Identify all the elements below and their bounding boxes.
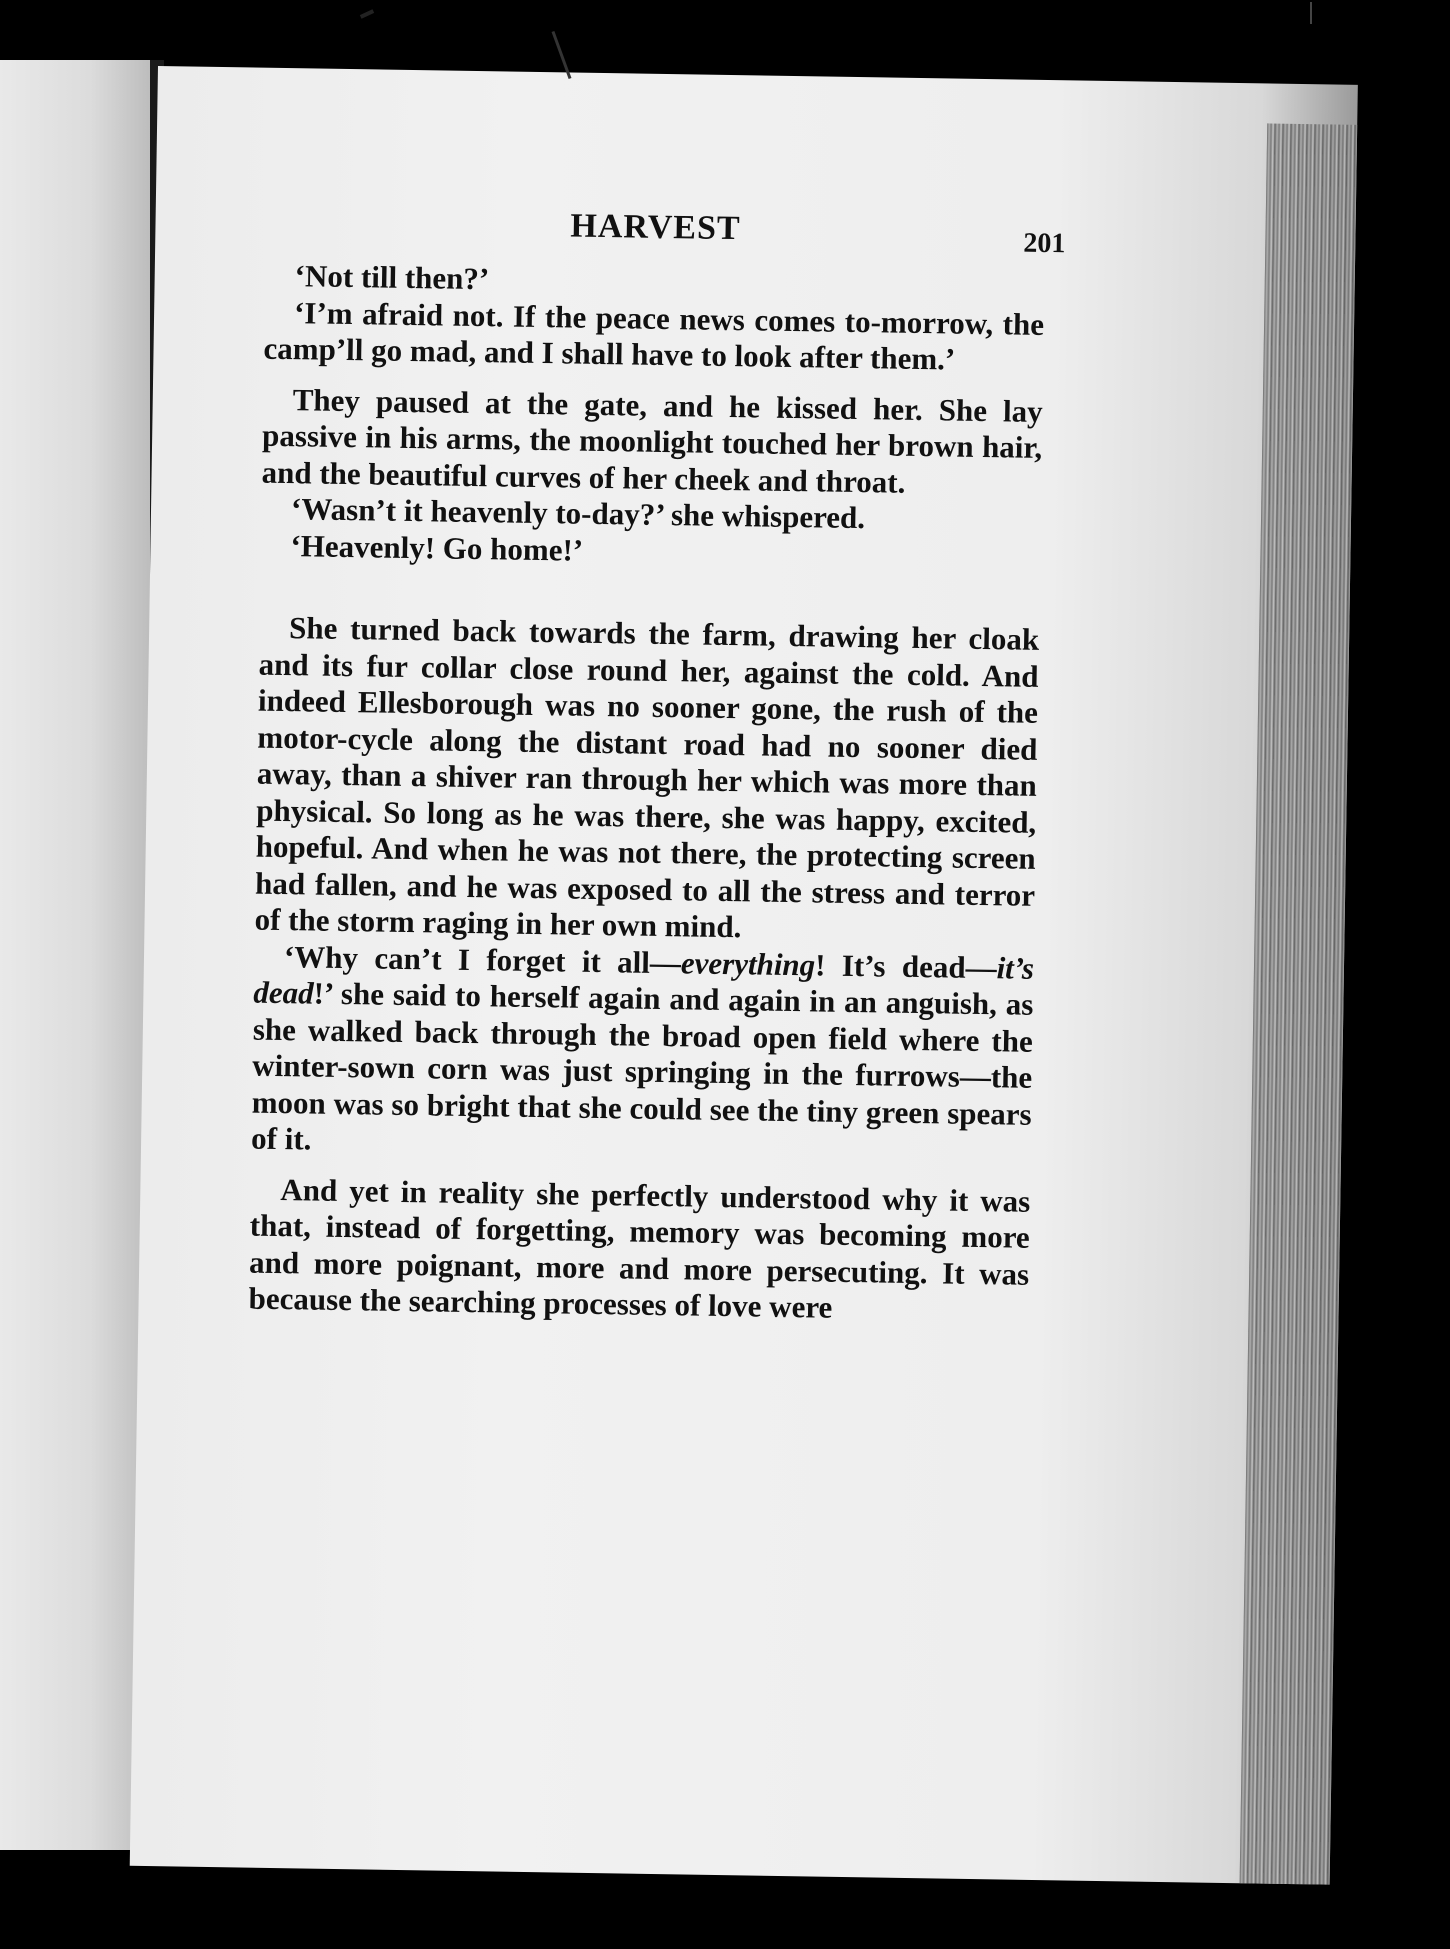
emphasis-its-dead: it’s dead — [253, 949, 1035, 1011]
emphasis-everything: everything — [680, 944, 816, 982]
paragraph: They paused at the gate, and he kissed her. She lay passive in his arms, the moonlight touched her brown hair, and the beautiful curves of her cheek and throat. — [261, 381, 1043, 500]
paragraph-why-tail: !’ she said to herself again and again in an anguish, as she walked back through the broad open field where the winter-sown corn was just springing in the furrows—the moon was so bright that she could see the tiny green spears of it. — [250, 975, 1034, 1157]
paragraph: She turned back towards the farm, drawing her cloak and its fur collar close round her, against the cold. And indeed Ellesborough was no sooner gone, the rush of the motor-cycle along the distant road had no sooner died away, than a shiver ran through her which was more than physical. So long as he was there, she was happy, excited, hopeful. And when he was not there, the protecting screen had fallen, and he was exposed to all the stress and terror of the storm raging in her own mind. — [254, 610, 1040, 945]
paragraph: ‘Not till then?’ — [294, 258, 490, 297]
paragraph-why-mid: ! It’s dead— — [814, 946, 997, 985]
paragraph: ‘Wasn’t it heavenly to-day?’ she whispered. — [290, 491, 866, 536]
paragraph: ‘Heavenly! Go home!’ — [290, 527, 584, 568]
paragraph: And yet in reality she perfectly understood why it was that, instead of forgetting, memory was becoming more and more poignant, more and more persecuting. It was because the searching processes of love were — [248, 1171, 1031, 1325]
paragraph-why-lead: ‘Why can’t I forget it all— — [283, 938, 682, 980]
page-block-edge — [1240, 123, 1358, 1884]
scan-speck — [360, 9, 374, 19]
scan-speck — [1310, 2, 1312, 24]
running-head — [265, 198, 1066, 270]
page-number: 201 — [1023, 227, 1066, 260]
page-text — [248, 198, 1066, 1330]
paragraph-why — [251, 938, 1034, 1169]
paragraph: ‘I’m afraid not. If the peace news comes to-morrow, the camp’ll go mad, and I shall have to look after them.’ — [263, 294, 1045, 377]
book-page — [130, 66, 1358, 1885]
running-title: HARVEST — [570, 207, 741, 248]
